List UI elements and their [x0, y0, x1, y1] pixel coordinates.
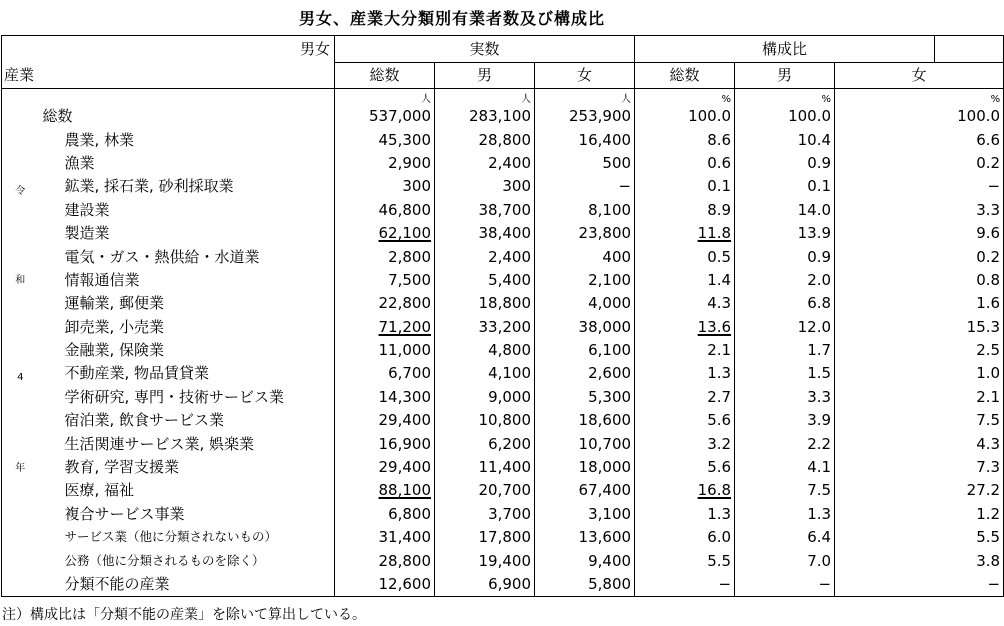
cell-total: 16,900 — [378, 434, 432, 453]
cell-total: 537,000 — [368, 107, 432, 126]
footnote: 注）構成比は「分類不能の産業」を除いて算出している。 — [2, 607, 366, 623]
row-label: サービス業（他に分類されないもの） — [39, 526, 335, 549]
cell-r-male: 4.1 — [807, 458, 832, 477]
cell-total: 22,800 — [378, 294, 432, 313]
header-actual-male: 男 — [435, 63, 535, 89]
cell-female: 8,100 — [588, 200, 632, 219]
cell-total: 71,200 — [378, 317, 432, 336]
table-row — [2, 456, 1004, 479]
table-row — [2, 386, 1004, 409]
table-row — [2, 339, 1004, 362]
row-label: 卸売業, 小売業 — [39, 316, 335, 339]
row-label: 金融業, 保険業 — [39, 339, 335, 362]
table-row — [2, 479, 1004, 502]
row-label: 医療, 福祉 — [39, 479, 335, 502]
cell-female: 4,000 — [588, 294, 632, 313]
cell-male: 10,800 — [478, 411, 532, 430]
cell-r-female: 1.0 — [976, 364, 1001, 383]
table-row — [2, 362, 1004, 385]
cell-female: 3,100 — [588, 504, 632, 523]
cell-r-total: 1.3 — [707, 364, 732, 383]
cell-total: 28,800 — [378, 551, 432, 570]
cell-male: 33,200 — [478, 317, 532, 336]
cell-r-female: 5.5 — [976, 528, 1001, 547]
table-row — [2, 269, 1004, 292]
cell-male: 4,800 — [488, 341, 532, 360]
table-row — [2, 245, 1004, 268]
cell-r-female: − — [987, 575, 1001, 594]
cell-female: 13,600 — [578, 528, 632, 547]
cell-r-female: 15.3 — [966, 317, 1001, 336]
cell-female: 5,800 — [588, 575, 632, 594]
cell-r-female: 2.1 — [976, 387, 1001, 406]
unit-persons: 人 — [335, 89, 435, 106]
header-industry-label: 産業 — [2, 63, 335, 89]
cell-r-total: 2.1 — [707, 341, 732, 360]
row-label: 運輸業, 郵便業 — [39, 292, 335, 315]
cell-r-total: − — [718, 575, 732, 594]
unit-percent: % — [735, 89, 835, 106]
cell-female: 16,400 — [578, 130, 632, 149]
cell-r-female: − — [987, 177, 1001, 196]
cell-male: 2,400 — [488, 247, 532, 266]
cell-r-total: 5.5 — [707, 551, 732, 570]
cell-r-total: 1.3 — [707, 504, 732, 523]
cell-r-total: 3.2 — [707, 434, 732, 453]
cell-total: 300 — [402, 177, 432, 196]
cell-r-female: 0.8 — [976, 270, 1001, 289]
row-label: 漁業 — [39, 152, 335, 175]
cell-r-male: 0.1 — [807, 177, 832, 196]
cell-r-female: 0.2 — [976, 153, 1001, 172]
table-row — [2, 175, 1004, 198]
row-label: 生活関連サービス業, 娯楽業 — [39, 432, 335, 455]
table-row — [2, 222, 1004, 245]
cell-female: 2,600 — [588, 364, 632, 383]
cell-r-male: 0.9 — [807, 247, 832, 266]
header-actual-group: 実数 — [335, 36, 635, 63]
cell-r-total: 5.6 — [707, 458, 732, 477]
cell-r-total: 1.4 — [707, 270, 732, 289]
cell-female: 67,400 — [578, 481, 632, 500]
header-sex-label: 男女 — [2, 36, 335, 63]
cell-r-female: 0.2 — [976, 247, 1001, 266]
cell-female: 9,400 — [588, 551, 632, 570]
cell-r-male: 14.0 — [797, 200, 832, 219]
cell-r-female: 3.8 — [976, 551, 1001, 570]
cell-female: 5,300 — [588, 387, 632, 406]
cell-female: 38,000 — [578, 317, 632, 336]
cell-r-female: 4.3 — [976, 434, 1001, 453]
cell-female: − — [618, 177, 632, 196]
table-row — [2, 573, 1004, 597]
cell-total: 6,800 — [388, 504, 432, 523]
header-ratio-female: 女 — [835, 63, 1004, 89]
cell-male: 18,800 — [478, 294, 532, 313]
row-label: 農業, 林業 — [39, 128, 335, 151]
table-title: 男女、産業大分類別有業者数及び構成比 — [298, 9, 605, 28]
cell-r-male: 7.5 — [807, 481, 832, 500]
cell-r-male: 1.3 — [807, 504, 832, 523]
cell-total: 62,100 — [378, 224, 432, 243]
cell-male: 38,400 — [478, 224, 532, 243]
cell-male: 28,800 — [478, 130, 532, 149]
cell-r-male: 6.4 — [807, 528, 832, 547]
row-label: 学術研究, 専門・技術サービス業 — [39, 386, 335, 409]
era-char: 令 — [15, 186, 26, 197]
unit-persons: 人 — [435, 89, 535, 106]
cell-male: 2,400 — [488, 153, 532, 172]
cell-r-male: 2.0 — [807, 270, 832, 289]
header-ratio-male: 男 — [735, 63, 835, 89]
cell-female: 18,600 — [578, 411, 632, 430]
cell-female: 23,800 — [578, 224, 632, 243]
cell-r-male: 12.0 — [797, 317, 832, 336]
cell-r-male: 2.2 — [807, 434, 832, 453]
cell-r-female: 1.6 — [976, 294, 1001, 313]
unit-percent: % — [835, 89, 1004, 106]
cell-female: 2,100 — [588, 270, 632, 289]
cell-male: 20,700 — [478, 481, 532, 500]
cell-r-female: 27.2 — [966, 481, 1001, 500]
row-label: 宿泊業, 飲食サービス業 — [39, 409, 335, 432]
era-char: 年 — [15, 463, 26, 474]
cell-female: 18,000 — [578, 458, 632, 477]
cell-total: 2,900 — [388, 153, 432, 172]
cell-male: 4,100 — [488, 364, 532, 383]
table-row — [2, 105, 1004, 128]
cell-r-male: 3.9 — [807, 411, 832, 430]
row-label: 電気・ガス・熱供給・水道業 — [39, 245, 335, 268]
table-row — [2, 152, 1004, 175]
table-row — [2, 316, 1004, 339]
cell-r-female: 7.5 — [976, 411, 1001, 430]
cell-r-total: 2.7 — [707, 387, 732, 406]
row-label: 建設業 — [39, 199, 335, 222]
cell-total: 11,000 — [378, 341, 432, 360]
cell-male: 5,400 — [488, 270, 532, 289]
cell-male: 9,000 — [488, 387, 532, 406]
row-label: 不動産業, 物品賃貸業 — [39, 362, 335, 385]
cell-r-total: 4.3 — [707, 294, 732, 313]
cell-female: 500 — [602, 153, 632, 172]
cell-male: 17,800 — [478, 528, 532, 547]
cell-total: 31,400 — [378, 528, 432, 547]
cell-r-total: 16.8 — [697, 481, 732, 500]
row-label: 複合サービス事業 — [39, 503, 335, 526]
cell-r-female: 3.3 — [976, 200, 1001, 219]
cell-r-total: 0.6 — [707, 153, 732, 172]
row-label: 鉱業, 採石業, 砂利採取業 — [39, 175, 335, 198]
cell-female: 253,900 — [569, 107, 632, 126]
cell-female: 6,100 — [588, 341, 632, 360]
cell-r-total: 0.5 — [707, 247, 732, 266]
cell-r-male: 10.4 — [797, 130, 832, 149]
cell-r-female: 1.2 — [976, 504, 1001, 523]
industry-table — [1, 35, 1001, 597]
cell-r-total: 11.8 — [697, 224, 732, 243]
header-ratio-total: 総数 — [635, 63, 735, 89]
cell-total: 46,800 — [378, 200, 432, 219]
cell-r-total: 6.0 — [707, 528, 732, 547]
cell-male: 11,400 — [478, 458, 532, 477]
unit-persons: 人 — [535, 89, 635, 106]
cell-r-female: 7.3 — [976, 458, 1001, 477]
table-row — [2, 409, 1004, 432]
cell-male: 38,700 — [478, 200, 532, 219]
cell-male: 19,400 — [478, 551, 532, 570]
cell-r-male: 1.7 — [807, 341, 832, 360]
table-row — [2, 128, 1004, 151]
cell-total: 88,100 — [378, 481, 432, 500]
cell-r-total: 0.1 — [707, 177, 732, 196]
cell-male: 283,100 — [468, 107, 532, 126]
era-label — [2, 89, 39, 597]
cell-male: 300 — [502, 177, 532, 196]
row-label: 製造業 — [39, 222, 335, 245]
cell-total: 6,700 — [388, 364, 432, 383]
cell-total: 14,300 — [378, 387, 432, 406]
cell-r-total: 8.6 — [707, 130, 732, 149]
era-char: 和 — [15, 275, 26, 286]
header-actual-total: 総数 — [335, 63, 435, 89]
header-ratio-group: 構成比 — [635, 36, 935, 63]
table-row — [2, 503, 1004, 526]
cell-r-male: 13.9 — [797, 224, 832, 243]
cell-r-male: 100.0 — [788, 107, 832, 126]
cell-total: 12,600 — [378, 575, 432, 594]
cell-total: 2,800 — [388, 247, 432, 266]
table-row — [2, 526, 1004, 549]
cell-total: 45,300 — [378, 130, 432, 149]
cell-r-total: 100.0 — [688, 107, 732, 126]
header-actual-female: 女 — [535, 63, 635, 89]
cell-male: 6,200 — [488, 434, 532, 453]
row-label: 分類不能の産業 — [39, 573, 335, 597]
table-row — [2, 549, 1004, 572]
cell-male: 3,700 — [488, 504, 532, 523]
cell-r-female: 2.5 — [976, 341, 1001, 360]
cell-r-female: 9.6 — [976, 224, 1001, 243]
row-label: 総数 — [39, 105, 335, 128]
cell-male: 6,900 — [488, 575, 532, 594]
cell-r-female: 100.0 — [957, 107, 1001, 126]
cell-total: 29,400 — [378, 411, 432, 430]
cell-female: 400 — [602, 247, 632, 266]
row-label: 情報通信業 — [39, 269, 335, 292]
era-char: 4 — [17, 372, 24, 383]
row-label: 教育, 学習支援業 — [39, 456, 335, 479]
cell-r-total: 8.9 — [707, 200, 732, 219]
cell-r-male: 6.8 — [807, 294, 832, 313]
table-row — [2, 199, 1004, 222]
units-row — [2, 89, 1004, 106]
cell-r-male: − — [818, 575, 832, 594]
cell-r-total: 13.6 — [697, 317, 732, 336]
cell-r-male: 7.0 — [807, 551, 832, 570]
cell-female: 10,700 — [578, 434, 632, 453]
unit-percent: % — [635, 89, 735, 106]
cell-r-male: 1.5 — [807, 364, 832, 383]
table-row — [2, 432, 1004, 455]
cell-r-total: 5.6 — [707, 411, 732, 430]
row-label: 公務（他に分類されるものを除く） — [39, 549, 335, 572]
cell-r-female: 6.6 — [976, 130, 1001, 149]
table-row — [2, 292, 1004, 315]
cell-r-male: 0.9 — [807, 153, 832, 172]
cell-total: 29,400 — [378, 458, 432, 477]
cell-r-male: 3.3 — [807, 387, 832, 406]
cell-total: 7,500 — [388, 270, 432, 289]
